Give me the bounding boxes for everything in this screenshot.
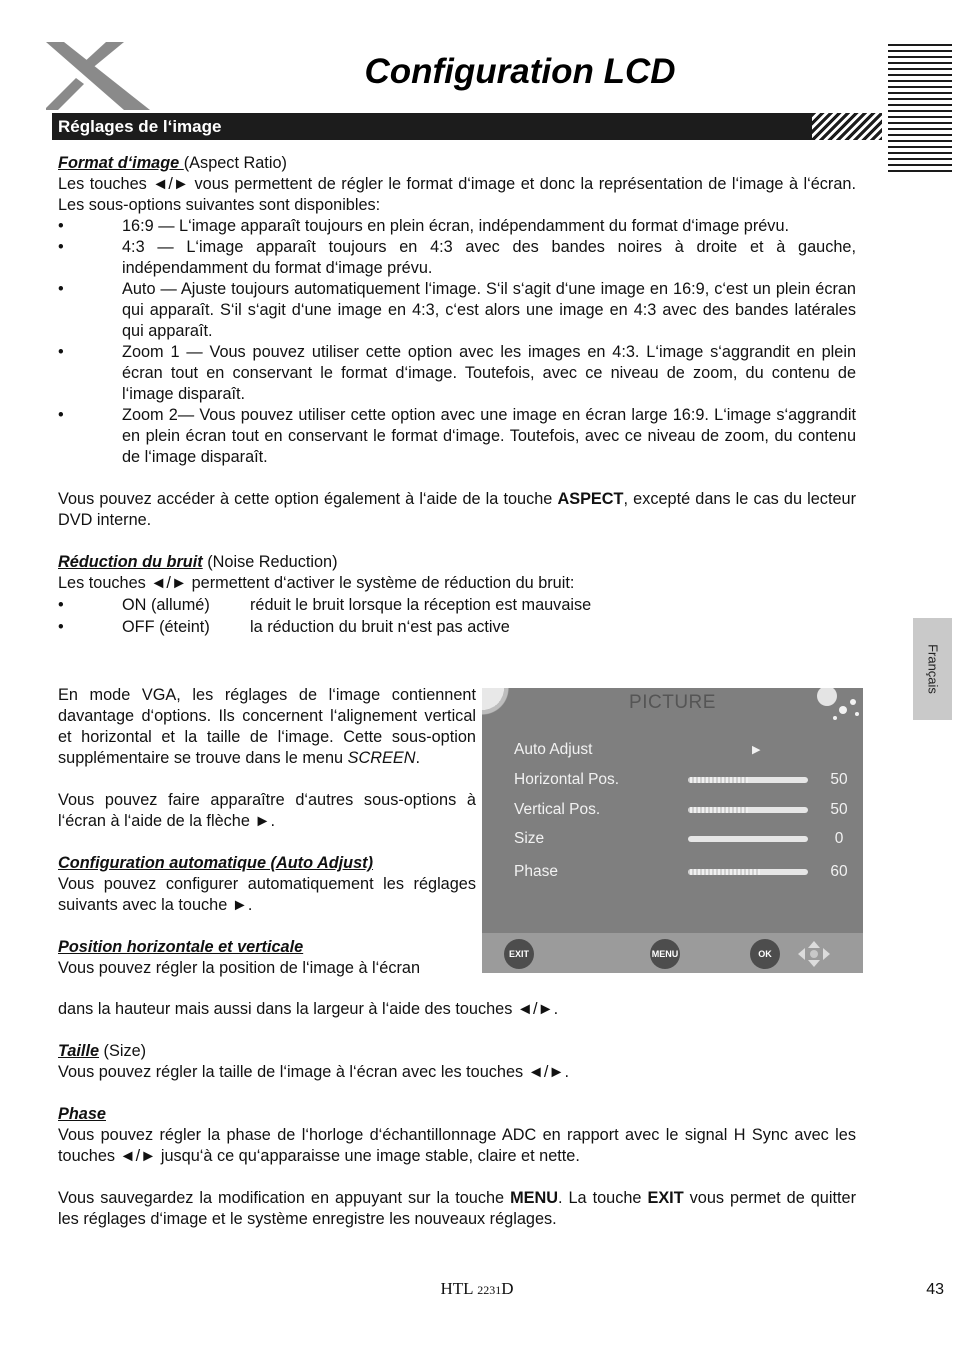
exit-button-icon: EXIT xyxy=(504,939,534,969)
noise-heading: Réduction du bruit xyxy=(58,553,203,571)
vga-text-body: En mode VGA, les réglages de l‘image contiennent davantage d‘options. Ils concernent l‘alignement vertical et horizontal et la taille de l‘image. Cette sous-option supplémentaire se trouve dans le menu xyxy=(58,686,476,767)
aspect-heading-line xyxy=(58,153,856,174)
size-heading-suffix: (Size) xyxy=(99,1042,147,1060)
size-heading: Taille xyxy=(58,1042,100,1060)
noise-heading-line xyxy=(58,552,856,573)
aspect-section xyxy=(58,153,856,638)
list-item xyxy=(58,617,856,638)
position-line2: dans la hauteur mais aussi dans la largeur à l‘aide des touches ◄/►. xyxy=(58,1000,559,1018)
aspect-note-tail: , excepté dans le cas du lecteur DVD interne. xyxy=(58,490,856,529)
position-heading: Position horizontale et verticale xyxy=(58,938,304,956)
aspect-heading: Format d‘image xyxy=(58,154,184,172)
osd-item-value: 50 xyxy=(830,771,848,788)
vga-section xyxy=(58,685,476,979)
phase-heading: Phase xyxy=(58,1105,106,1123)
noise-option-list xyxy=(58,595,856,638)
aspect-heading-suffix: (Aspect Ratio) xyxy=(183,154,287,172)
osd-menu-title: PICTURE xyxy=(629,692,716,713)
corner-stripes-decoration xyxy=(888,44,952,172)
model-name xyxy=(400,1278,554,1301)
osd-item-label: Vertical Pos. xyxy=(514,801,601,818)
option-desc: la réduction du bruit n‘est pas active xyxy=(250,618,510,636)
menu-button-icon: MENU xyxy=(650,939,680,969)
osd-item-value: 50 xyxy=(830,801,848,818)
save-note-text: Vous sauvegardez la modification en appuyant sur la touche xyxy=(58,1189,511,1207)
aspect-note xyxy=(58,489,856,531)
dpad-icon xyxy=(794,939,834,969)
osd-item-label: Horizontal Pos. xyxy=(514,771,620,788)
osd-item-value: 60 xyxy=(830,863,848,880)
exit-key: EXIT xyxy=(647,1189,684,1207)
osd-item-label: Size xyxy=(514,830,545,847)
osd-item-label: Auto Adjust xyxy=(514,741,593,758)
size-heading-line xyxy=(58,1041,856,1062)
arrow-right-icon: ▶ xyxy=(752,744,761,756)
osd-slider-track xyxy=(688,777,808,783)
vga-more: Vous pouvez faire apparaître d‘autres sous-options à l‘écran à l‘aide de la flèche ►. xyxy=(58,791,476,830)
auto-adjust-text: Vous pouvez configurer automatiquement les réglages suivants avec la touche ►. xyxy=(58,875,476,914)
model-suffix: D xyxy=(501,1279,514,1298)
model-number: 2231 xyxy=(477,1283,502,1297)
aspect-note-text: Vous pouvez accéder à cette option également à l‘aide de la touche xyxy=(58,490,558,508)
list-item: • 16:9 — L‘image apparaît toujours en plein écran, indépendamment du format d‘image prévu. xyxy=(58,216,856,237)
osd-slider-track xyxy=(688,836,808,842)
list-item xyxy=(58,595,856,616)
save-note-tail: vous permet de quitter les réglages d‘image et le système enregistre les nouveaux réglages. xyxy=(58,1189,856,1228)
section-title: Réglages de l‘image xyxy=(58,117,222,136)
page-title: Configuration LCD xyxy=(364,52,676,91)
section-bar-hatching xyxy=(812,113,882,140)
osd-slider-fill xyxy=(688,777,748,783)
language-tab-label: Français xyxy=(925,644,940,694)
position-line1: Vous pouvez régler la position de l‘image à l‘écran xyxy=(58,959,421,977)
vga-text-end: . xyxy=(415,749,421,767)
osd-slider-fill xyxy=(688,869,760,875)
menu-key: MENU xyxy=(510,1189,558,1207)
noise-heading-suffix: (Noise Reduction) xyxy=(202,553,338,571)
save-note-middle: . La touche xyxy=(558,1189,648,1207)
aspect-intro: Les touches ◄/► vous permettent de régler le format d‘image et donc la représentation de l‘image à l‘écran. Les sous-options suivantes sont disponibles: xyxy=(58,175,856,214)
model-prefix: HTL xyxy=(440,1279,478,1298)
aspect-key: ASPECT xyxy=(557,490,624,508)
page-number: 43 xyxy=(926,1281,944,1298)
noise-intro: Les touches ◄/► permettent d‘activer le système de réduction du bruit: xyxy=(58,574,575,592)
list-item: • Zoom 1 — Vous pouvez utiliser cette option avec les images en 4:3. L‘image s‘aggrandit en plein écran tout en conservant le format d‘image. Toutefois, avec ce niveau de zoom, du contenu de l‘image disparaît. xyxy=(58,342,856,405)
language-tab xyxy=(913,618,952,720)
auto-adjust-heading: Configuration automatique (Auto Adjust) xyxy=(58,854,374,872)
osd-slider-track xyxy=(688,807,808,813)
picture-menu-screenshot xyxy=(482,688,863,973)
option-label: OFF (éteint) xyxy=(122,618,210,636)
list-item: • Zoom 2— Vous pouvez utiliser cette option avec une image en écran large 16:9. L‘image s‘aggrandit en plein écran tout en conservant le format d‘image. Toutefois, avec ce niveau de zoom, du contenu de l‘image disparaît. xyxy=(58,405,856,468)
osd-slider-track xyxy=(688,869,808,875)
brand-logo xyxy=(46,42,150,110)
lower-section xyxy=(58,999,856,1230)
osd-item-label: Phase xyxy=(514,863,558,880)
option-desc: réduit le bruit lorsque la réception est mauvaise xyxy=(250,596,592,614)
size-text: Vous pouvez régler la taille de l‘image à l‘écran avec les touches ◄/►. xyxy=(58,1063,569,1081)
list-item: • 4:3 — L‘image apparaît toujours en 4:3 avec des bandes noires à droite et à gauche, indépendamment du format d‘image prévu. xyxy=(58,237,856,279)
osd-item-value: 0 xyxy=(834,830,844,847)
aspect-bullet-list xyxy=(58,216,856,468)
vga-menu-name: SCREEN xyxy=(347,749,416,767)
option-label: ON (allumé) xyxy=(122,596,210,614)
osd-slider-fill xyxy=(688,807,748,813)
phase-text: Vous pouvez régler la phase de l‘horloge d‘échantillonnage ADC en rapport avec le signal H Sync avec les touches ◄/► jusqu‘à ce qu‘apparaisse une image stable, claire et nette. xyxy=(58,1126,856,1165)
vga-text xyxy=(58,685,476,769)
list-item: • Auto — Ajuste toujours automatiquement l‘image. S‘il s‘agit d‘une image en 16:9, c‘est un plein écran qui apparaît. S‘il s‘agit d‘une image en 4:3, c‘est alors une image en 4:3 avec des bandes latérales qui apparaît. xyxy=(58,279,856,342)
osd-footer xyxy=(482,933,863,973)
save-note xyxy=(58,1188,856,1230)
ok-button-icon: OK xyxy=(750,939,780,969)
